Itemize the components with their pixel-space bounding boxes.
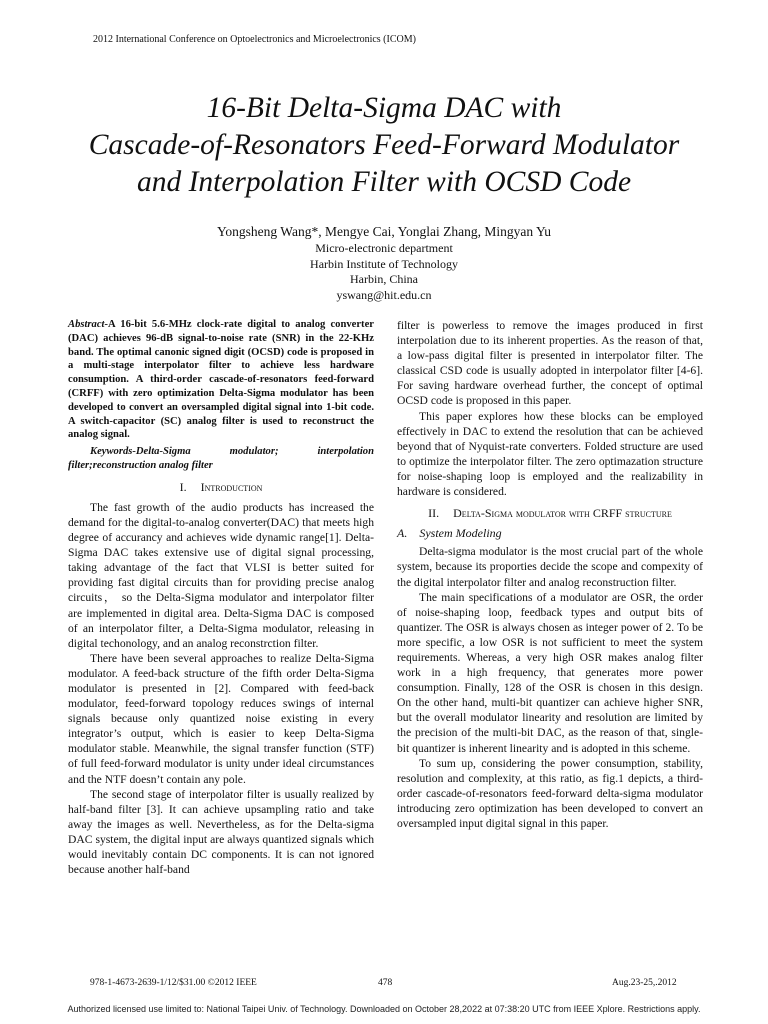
license-notice: Authorized licensed use limited to: National Taipei Univ. of Technology. Downloaded on October 28,2022 at 07:38:20 UTC from IEEE Xplore. Restrictions apply. <box>67 1004 701 1014</box>
affiliation-department: Micro-electronic department <box>315 241 453 255</box>
section-title: Introduction <box>200 479 263 494</box>
abstract-lead: Abstract- <box>68 319 109 330</box>
affiliation <box>0 241 768 303</box>
footer-isbn: 978-1-4673-2639-1/12/$31.00 ©2012 IEEE <box>90 978 257 988</box>
paragraph: The second stage of interpolator filter is usually realized by half-band filter [3]. It can achieve upsampling ratio and take away the images as well. Nevertheless, as for the Delta-sigma DAC system, the digital input are always quantized signals which would inevitably contain DC components. It is can not ignored because another half-band <box>68 787 374 877</box>
affiliation-location: Harbin, China <box>350 272 418 286</box>
paragraph: This paper explores how these blocks can be employed effectively in DAC to extend the resolution that can be achieved beyond that of Nyquist-rate converters. Folded structure are used to optimize the interpolator filter. The zero optimazation structure for noise-shaping loop is employed and the realizability in hardware is considered. <box>397 409 703 499</box>
section-title: Delta-Sigma modulator with CRFF structure <box>453 506 672 521</box>
paragraph: filter is powerless to remove the images produced in first interpolation due to its inherent properties. As the reason of that, a low-pass digital filter is presented in interpolator filter. The classical CSD code is usually adopted in interpolator filter [4-6]. For saving hardware overhead further, the concept of optimal OCSD code is proposed in this paper. <box>397 319 703 408</box>
affiliation-institute: Harbin Institute of Technology <box>310 256 458 271</box>
section-heading-introduction <box>68 480 374 495</box>
subsection-heading-system-modeling <box>397 526 703 541</box>
paragraph: The main specifications of a modulator are OSR, the order of noise-shaping loop, feedback types and output bits of quantizer. The OSR is always chosen as integer power of 2. To be more specific, a low OSR is not sufficient to meet the system requirements. Whereas, a very high OSR makes analog filter work in a high frequency, that generates more power consumption. Finally, 128 of the OSR is chosen in this design. On the other hand, multi-bit quantizer can achieve higher SNR, but the overall modulator linearity and resolution are limited by the precision of the multi-bit DAC, as the reason of that, single-bit quantizer is inherent linearity and is adopted in this scheme. <box>397 590 703 755</box>
paper-title <box>40 90 728 201</box>
abstract <box>68 318 374 442</box>
authors: Yongsheng Wang*, Mengye Cai, Yonglai Zhang, Mingyan Yu <box>217 224 551 239</box>
paragraph: Delta-sigma modulator is the most crucial part of the whole system, because its proporties decide the scope and compexity of the digital interpolator filter and analog reconstruction filter. <box>397 545 703 589</box>
left-column <box>68 318 374 877</box>
abstract-text: A 16-bit 5.6-MHz clock-rate digital to analog converter (DAC) achieves 96-dB signal-to-noise rate (SNR) in the 22-KHz band. The optimal canonic signed digit (OCSD) code is proposed in a multi-stage interpolator filter to achieve less hardware consumption. A third-order cascade-of-resonators feed-forward (CRFF) with zero optimization Delta-Sigma modulator has been developed to convert an oversampled digital signal into 1-bit code. A switch-capacitor (SC) analog filter is used to reconstruct the analog signal. <box>68 319 374 441</box>
conference-header: 2012 International Conference on Optoelectronics and Microelectronics (ICOM) <box>93 34 416 45</box>
subsection-title: System Modeling <box>419 526 502 541</box>
title-line-1: 16-Bit Delta-Sigma DAC with <box>206 92 562 124</box>
keywords: Keywords-Delta-Sigma modulator; interpolation filter;reconstruction analog filter <box>68 446 374 471</box>
section-heading-delta-sigma <box>397 506 703 521</box>
title-line-3: and Interpolation Filter with OCSD Code <box>136 166 632 198</box>
subsection-number: A. <box>397 526 408 541</box>
right-column <box>397 318 703 831</box>
footer-date: Aug.23-25,.2012 <box>612 978 677 988</box>
paragraph: The fast growth of the audio products has increased the demand for the digital-to-analog converter(DAC) that meets high degree of accurancy and achieves wide dynamic range[1]. Delta-Sigma DAC takes extensive use of digital signal processing, taking advantage of the fact that VLSI is better suited for providing fast digital circuits than for providing precise analog circuits， so the Delta-Sigma modulator and interpolator filter are implemented in digital area. Delta-Sigma DAC is composed of an interpolator filter, a Delta-Sigma modulator, releasing in digital techonology, and an analog reconstrction filter. <box>68 500 374 650</box>
section-number: II. <box>428 506 440 521</box>
author-email: yswang@hit.edu.cn <box>336 287 432 302</box>
section-number: I. <box>179 479 187 494</box>
page-number: 478 <box>378 978 393 988</box>
paragraph: There have been several approaches to realize Delta-Sigma modulator. A feed-back structure of the fifth order Delta-Sigma modulator is presented in [2]. Compared with feed-back modulator, feed-forward topology reduces swings of internal signals because only quantized noise existing in every integrator’s output, which is easier to keep Delta-Sigma modulator stable. Meanwhile, the signal transfer function (STF) of full feed-forward modulator is unity under ideal circumstances and the NTF doesn’t contain any pole. <box>68 651 374 786</box>
paragraph: To sum up, considering the power consumption, stability, resolution and complexity, at this ratio, as fig.1 depicts, a third-order cascade-of-resonators feed-forward delta-sigma modulator introducing zero optimization has been developed to convert an oversampled input digital signal in this paper. <box>397 756 703 830</box>
title-line-2: Cascade-of-Resonators Feed-Forward Modulator <box>88 129 680 161</box>
